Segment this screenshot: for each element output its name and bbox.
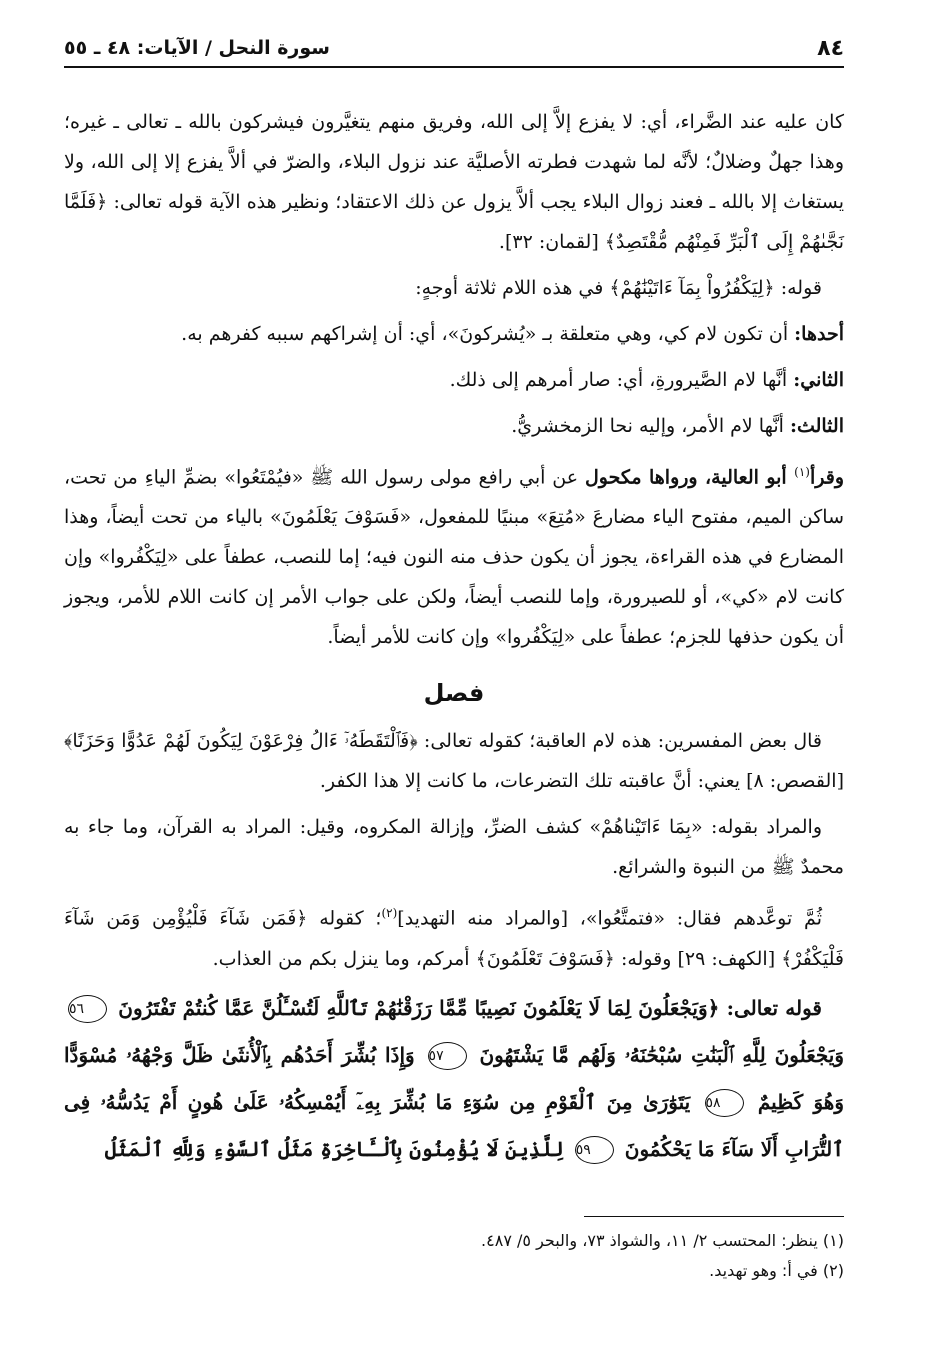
verse-58: وَإِذَا بُشِّرَ أَحَدُهُم بِٱلْأُنثَىٰ ظَلَّ وَجْهُهُۥ مُسْوَدًّا وَهُوَ كَظِيمٌ bbox=[64, 1042, 844, 1114]
ayah-number-57: ٥٧ bbox=[428, 1042, 467, 1070]
verse-60: لِلَّذِينَ لَا يُؤْمِنُونَ بِٱلْـَٔاخِرَةِ مَثَلُ ٱلسَّوْءِ وَلِلَّهِ ٱلْمَثَلُ bbox=[104, 1136, 564, 1161]
paragraph-3-text: أن تكون لام كي، وهي متعلقة بـ «يُشركونَ»، أي: أن إشراكهم سببه كفرهم به. bbox=[181, 323, 795, 345]
verse-57: وَيَجْعَلُونَ لِلَّهِ ٱلْبَنَٰتِ سُبْحَٰنَهُۥ وَلَهُم مَّا يَشْتَهُونَ bbox=[479, 1042, 845, 1067]
page-header bbox=[64, 30, 844, 68]
page-body bbox=[64, 102, 844, 1173]
label-third: الثالث: bbox=[789, 415, 844, 437]
ayah-number-59: ٥٩ bbox=[575, 1136, 614, 1164]
paragraph-9 bbox=[64, 893, 844, 978]
footnote-ref-2: (٢) bbox=[381, 906, 398, 921]
paragraph-7: قال بعض المفسرين: هذه لام العاقبة؛ كقوله تعالى: ﴿فَٱلْتَقَطَهُۥٓ ءَالُ فِرْعَوْنَ لِيَكُونَ لَهُمْ عَدُوًّا وَحَزَنًا﴾ [القصص: ٨] يعني: أنَّ عاقبته تلك التضرعات، ما كانت إلا هذا الكفر. bbox=[64, 730, 844, 793]
page-number: ٨٤ bbox=[817, 35, 844, 61]
verse-59: يَتَوَٰرَىٰ مِنَ ٱلْقَوْمِ مِن سُوٓءِ مَا بُشِّرَ بِهِۦٓ أَيُمْسِكُهُۥ عَلَىٰ هُونٍ أَمْ يَدُسُّهُۥ فِى ٱلتُّرَابِ أَلَا سَآءَ مَا يَحْكُمُونَ bbox=[64, 1089, 844, 1161]
paragraph-6 bbox=[64, 452, 844, 657]
label-qiraa: وقرأ bbox=[809, 466, 845, 489]
paragraph-9-b: ؛ كقوله ﴿فَمَن شَآءَ فَلْيُؤْمِن وَمَن شَآءَ فَلْيَكْفُرْ﴾ [الكهف: ٢٩] وقوله: ﴿فَسَوْفَ تَعْلَمُونَ﴾ أمركم، وما ينزل بكم من العذاب. bbox=[64, 907, 844, 970]
paragraph-5-text: أنَّها لام الأمر، وإليه نحا الزمخشريُّ. bbox=[511, 415, 790, 437]
ayah-number-58: ٥٨ bbox=[705, 1089, 744, 1117]
quran-verses bbox=[64, 985, 844, 1173]
footnote-1: (١) ينظر: المحتسب ٢/ ١١، والشواذ ٧٣، والبحر ٥/ ٤٨٧. bbox=[481, 1231, 844, 1250]
paragraph-4-text: أنَّها لام الصَّيرورةِ، أي: صار أمرهم إلى ذلك. bbox=[449, 369, 794, 391]
footnotes bbox=[64, 1226, 844, 1286]
paragraph-8: والمراد بقوله: «بِمَا ءَاتَيْناهُمْ» كشف الضرِّ، وإزالة المكروه، وقيل: المراد به القرآن، وما جاء به محمدٌ ﷺ من النبوة والشرائع. bbox=[64, 816, 844, 879]
narrator-names: أبو العالية، ورواها مكحول bbox=[584, 466, 795, 489]
running-title: سورة النحل / الآيات: ٤٨ ـ ٥٥ bbox=[64, 37, 330, 59]
page bbox=[64, 30, 845, 1280]
paragraph-2: قوله: ﴿لِيَكْفُرُواْ بِمَآ ءَاتَيْنَٰهُمْ﴾ في هذه اللام ثلاثة أوجهٍ: bbox=[415, 277, 822, 299]
paragraph-6-text: عن أبي رافع مولى رسول الله ﷺ «فيُمْتَعُوا» بضمِّ الياءِ من تحت، ساكن الميم، مفتوح الياء مضارعَ «مُتِعَ» مبنيًا للمفعول، «فَسَوْفَ يَعْلَمُونَ» بالياء من تحت أيضاً، وهذا المضارع في هذه القراءة، يجوز أن يكون حذف منه النون فيه؛ إما للنصب، عطفاً على «لِيَكْفُروا» وإن كانت لام «كي»، أو للصيرورة، وإما للنصب أيضاً، ولكن على جواب الأمر إن كانت اللام للأمر، ويجوز أن يكون حذفها للجزم؛ عطفاً على «لِيَكْفُروا» وإن كانت للأمر أيضاً. bbox=[64, 466, 844, 649]
footnote-ref-1: (١) bbox=[794, 465, 810, 479]
label-first: أحدها: bbox=[794, 323, 844, 345]
ayah-number-56: ٥٦ bbox=[68, 995, 107, 1023]
paragraph-5 bbox=[64, 406, 844, 446]
verse-intro: قوله تعالى: bbox=[719, 995, 822, 1020]
label-second: الثاني: bbox=[793, 369, 844, 391]
paragraph-4 bbox=[64, 360, 844, 400]
verse-56: ﴿وَيَجْعَلُونَ لِمَا لَا يَعْلَمُونَ نَصِيبًا مِّمَّا رَزَقْنَٰهُمْ تَٱللَّهِ لَتُسْـَٔلُنَّ عَمَّا كُنتُمْ تَفْتَرُونَ bbox=[118, 995, 720, 1020]
section-title: فصل bbox=[423, 679, 485, 708]
footnote-divider bbox=[584, 1216, 844, 1217]
footnote-2: (٢) في أ: وهو تهديد. bbox=[709, 1261, 844, 1280]
paragraph-9-a: ثُمَّ توعَّدهم فقال: «فتمتَّعُوا»، [والمراد منه التهديد] bbox=[397, 907, 822, 930]
paragraph-3 bbox=[64, 314, 844, 354]
paragraph-1: كان عليه عند الضَّراء، أي: لا يفزع إلاَّ إلى الله، وفريق منهم يتغيَّرون فيشركون بالله ـ تعالى ـ غيره؛ وهذا جهلٌ وضلالٌ؛ لأنَّه لما شهدت فطرته الأصليَّة عند نزول البلاء، والضرّ في ألاَّ يفزع إلا إلى الله، ولا يستغاث إلا بالله ـ فعند زوال البلاء يجب ألاَّ يزول عن ذلك الاعتقاد؛ ونظير هذه الآية قوله تعالى: ﴿فَلَمَّا نَجَّىٰهُمْ إِلَى ٱلْبَرِّ فَمِنْهُم مُّقْتَصِدٌ﴾ [لقمان: ٣٢]. bbox=[64, 111, 844, 253]
